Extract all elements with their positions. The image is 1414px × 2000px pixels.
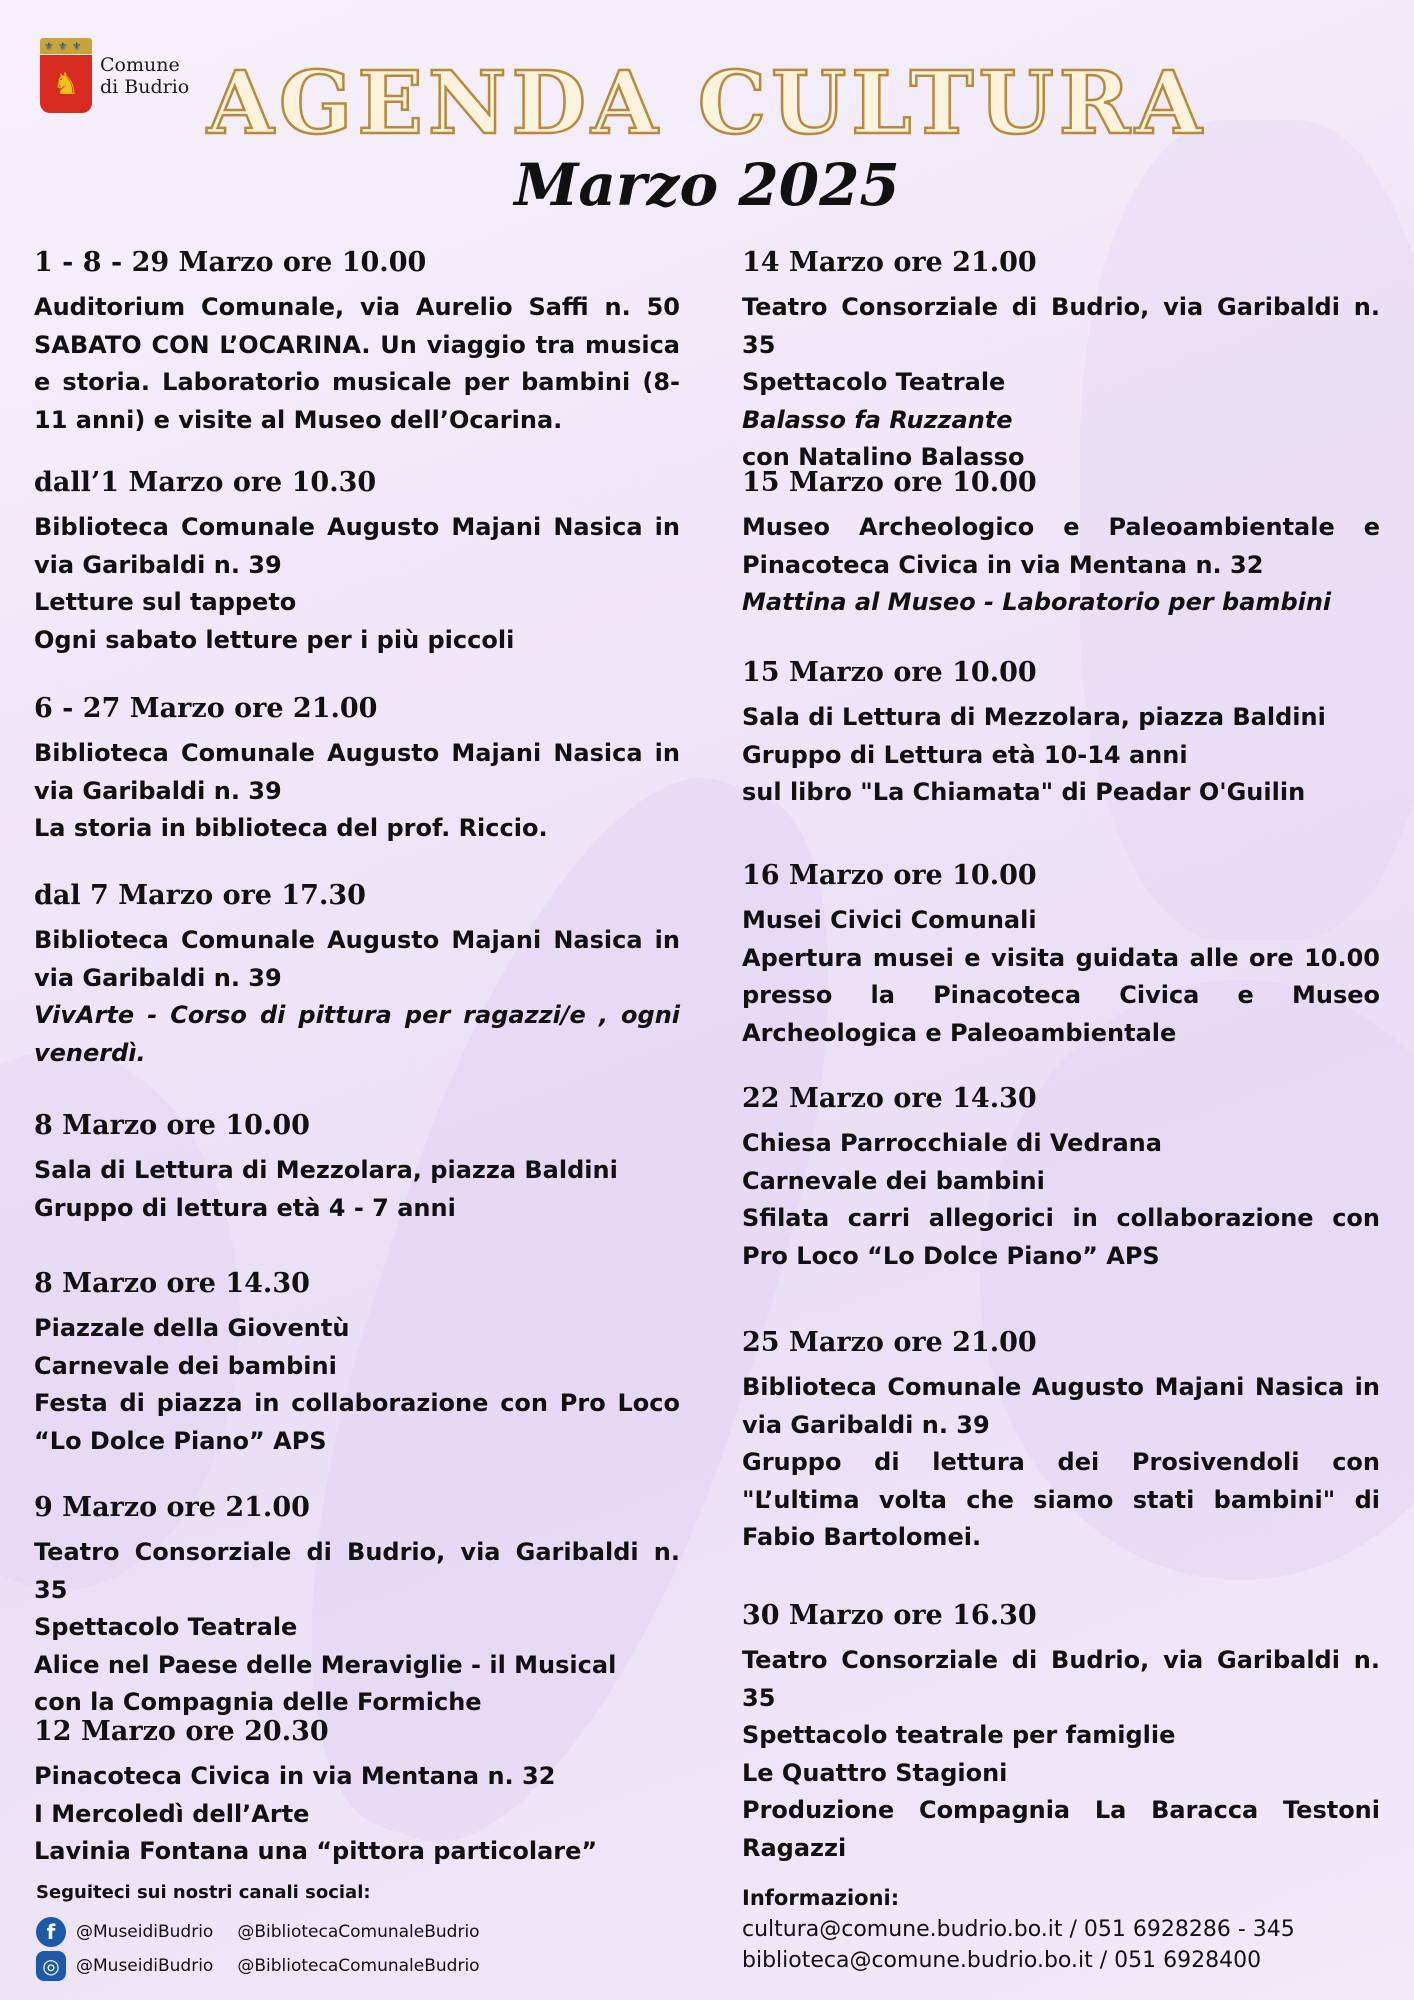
event-detail-line: Teatro Consorziale di Budrio, via Garibaldi n. 35 — [34, 1538, 680, 1604]
event-detail-line: sul libro "La Chiamata" di Peadar O'Guilin — [742, 778, 1306, 806]
instagram-icon[interactable]: ◎ — [36, 1951, 66, 1981]
event-date: 12 Marzo ore 20.30 — [34, 1716, 329, 1747]
event-detail-line: Festa di piazza in collaborazione con Pro Loco “Lo Dolce Piano” APS — [34, 1389, 680, 1455]
event-detail-line: Teatro Consorziale di Budrio, via Garibaldi n. 35 — [742, 293, 1380, 359]
event-date: 6 - 27 Marzo ore 21.00 — [34, 693, 378, 724]
event-detail-line: Teatro Consorziale di Budrio, via Garibaldi n. 35 — [742, 1646, 1380, 1712]
event-date: 30 Marzo ore 16.30 — [742, 1600, 1037, 1631]
event-item — [742, 657, 1380, 812]
event-item — [742, 247, 1380, 477]
event-detail-line: Letture sul tappeto — [34, 588, 297, 616]
event-detail-line: Lavinia Fontana una “pittora particolare” — [34, 1837, 598, 1865]
event-item — [742, 1600, 1380, 1867]
instagram-handle-biblioteca[interactable]: @BibliotecaComunaleBudrio — [237, 1956, 480, 1976]
social-label: Seguiteci sui nostri canali social: — [36, 1882, 371, 1903]
event-detail-line: Chiesa Parrocchiale di Vedrana — [742, 1129, 1162, 1157]
event-detail-line: La storia in biblioteca del prof. Riccio. — [34, 814, 548, 842]
facebook-row — [36, 1915, 480, 1949]
event-detail-line: I Mercoledì dell’Arte — [34, 1799, 310, 1828]
event-date: dall’1 Marzo ore 10.30 — [34, 467, 377, 498]
event-date: 16 Marzo ore 10.00 — [742, 860, 1037, 891]
event-detail-line: Gruppo di lettura dei Prosivendoli con "L’ultima volta che siamo stati bambini" di Fabio Bartolomei. — [742, 1448, 1380, 1551]
page-title: AGENDA CULTURA — [207, 53, 1207, 154]
event-detail-line: Biblioteca Comunale Augusto Majani Nasica in via Garibaldi n. 39 — [34, 739, 680, 805]
event-detail-line: Biblioteca Comunale Augusto Majani Nasica in via Garibaldi n. 39 — [34, 513, 680, 579]
event-item — [34, 880, 680, 1072]
facebook-handle-musei[interactable]: @MuseidiBudrio — [76, 1922, 214, 1942]
info-biblioteca-contact[interactable]: biblioteca@comune.budrio.bo.it / 051 6928400 — [742, 1948, 1262, 1973]
event-detail-line: Apertura musei e visita guidata alle ore 10.00 presso la Pinacoteca Civica e Museo Archeologica e Paleoambientale — [742, 943, 1380, 1047]
info-cultura-contact[interactable]: cultura@comune.budrio.bo.it / 051 6928286 - 345 — [742, 1917, 1295, 1942]
event-detail-line: Spettacolo teatrale per famiglie — [742, 1721, 1176, 1749]
facebook-handle-biblioteca[interactable]: @BibliotecaComunaleBudrio — [237, 1922, 480, 1942]
event-detail-line: Le Quattro Stagioni — [742, 1758, 1008, 1787]
event-item — [742, 467, 1380, 622]
facebook-icon[interactable]: f — [36, 1917, 66, 1947]
social-section — [36, 1882, 480, 1983]
event-detail-line: Produzione Compagnia La Baracca Testoni Ragazzi — [742, 1796, 1380, 1862]
event-date: 22 Marzo ore 14.30 — [742, 1083, 1037, 1114]
event-date: 15 Marzo ore 10.00 — [742, 467, 1037, 498]
event-detail-line: Auditorium Comunale, via Aurelio Saffi n. 50 SABATO CON L’OCARINA. Un viaggio tra musica e storia. Laboratorio musicale per bambini (8-11 anni) e visite al Museo dell’Ocarina. — [34, 293, 680, 434]
event-date: 15 Marzo ore 10.00 — [742, 657, 1037, 688]
event-date: 8 Marzo ore 10.00 — [34, 1110, 310, 1141]
event-detail-line: Mattina al Museo - Laboratorio per bambini — [742, 588, 1332, 616]
event-item — [34, 247, 680, 439]
event-date: dal 7 Marzo ore 17.30 — [34, 880, 366, 911]
event-detail-line: Biblioteca Comunale Augusto Majani Nasica in via Garibaldi n. 39 — [742, 1373, 1380, 1439]
event-detail-line: Carnevale dei bambini — [34, 1351, 337, 1380]
event-item — [34, 1110, 680, 1227]
event-date: 14 Marzo ore 21.00 — [742, 247, 1037, 278]
event-date: 1 - 8 - 29 Marzo ore 10.00 — [34, 247, 427, 278]
event-detail-line: con la Compagnia delle Formiche — [34, 1688, 482, 1716]
event-detail-line: Balasso fa Ruzzante — [742, 405, 1013, 434]
info-label: Informazioni: — [742, 1886, 900, 1910]
event-item — [34, 1492, 680, 1722]
event-detail-line: Pinacoteca Civica in via Mentana n. 32 — [34, 1762, 556, 1790]
event-detail-line: Sala di Lettura di Mezzolara, piazza Baldini — [34, 1156, 618, 1184]
event-date: 25 Marzo ore 21.00 — [742, 1327, 1037, 1358]
info-section — [742, 1886, 1382, 1976]
coat-of-arms-icon: ⚜⚜⚜ ♞ — [40, 38, 92, 114]
event-date: 8 Marzo ore 14.30 — [34, 1268, 310, 1299]
event-detail-line: Museo Archeologico e Paleoambientale e Pinacoteca Civica in via Mentana n. 32 — [742, 513, 1380, 579]
event-detail-line: Sfilata carri allegorici in collaborazione con Pro Loco “Lo Dolce Piano” APS — [742, 1204, 1380, 1270]
event-item — [742, 1327, 1380, 1557]
event-detail-line: con Natalino Balasso — [742, 443, 1025, 471]
event-detail-line: Sala di Lettura di Mezzolara, piazza Baldini — [742, 703, 1326, 731]
logo-text: Comune di Budrio — [100, 54, 190, 98]
page-subtitle: Marzo 2025 — [514, 151, 900, 219]
event-date: 9 Marzo ore 21.00 — [34, 1492, 310, 1523]
event-item — [34, 467, 680, 659]
event-detail-line: Alice nel Paese delle Meraviglie - il Musical — [34, 1650, 617, 1679]
event-detail-line: Ogni sabato letture per i più piccoli — [34, 625, 515, 654]
instagram-handle-musei[interactable]: @MuseidiBudrio — [76, 1956, 214, 1976]
event-detail-line: Spettacolo Teatrale — [34, 1613, 298, 1641]
event-detail-line: Musei Civici Comunali — [742, 906, 1037, 934]
event-detail-line: Spettacolo Teatrale — [742, 368, 1006, 396]
instagram-row — [36, 1949, 480, 1983]
event-detail-line: VivArte - Corso di pittura per ragazzi/e , ogni venerdì. — [34, 1001, 680, 1067]
event-item — [34, 693, 680, 848]
event-item — [34, 1716, 680, 1871]
event-item — [34, 1268, 680, 1460]
event-detail-line: Gruppo di Lettura età 10-14 anni — [742, 740, 1188, 769]
event-detail-line: Piazzale della Gioventù — [34, 1314, 350, 1342]
event-detail-line: Carnevale dei bambini — [742, 1166, 1045, 1195]
event-item — [742, 1083, 1380, 1275]
event-detail-line: Biblioteca Comunale Augusto Majani Nasica in via Garibaldi n. 39 — [34, 926, 680, 992]
event-item — [742, 860, 1380, 1052]
event-detail-line: Gruppo di lettura età 4 - 7 anni — [34, 1193, 456, 1222]
